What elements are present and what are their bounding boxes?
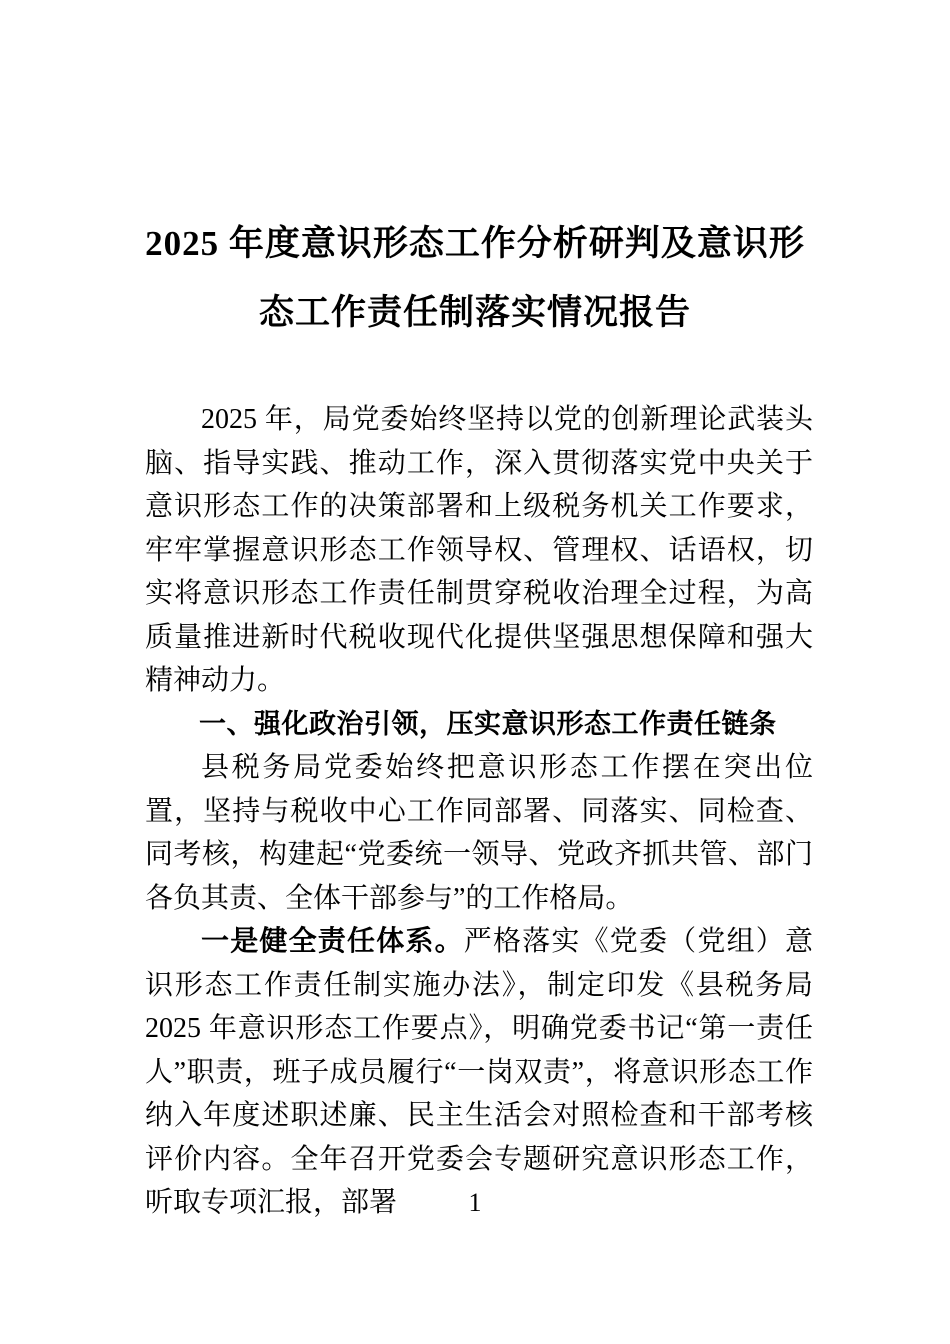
paragraph-2: 县税务局党委始终把意识形态工作摆在突出位置，坚持与税收中心工作同部署、同落实、同检查、同考核，构建起“党委统一领导、党政齐抓共管、部门各负其责、全体干部参与”的工作格局。	[145, 752, 813, 914]
paragraph-3-rest: 严格落实《党委（党组）意识形态工作责任制实施办法》，制定印发《县税务局 2025 年意识形态工作要点》，明确党委书记“第一责任人”职责，班子成员履行“一岗双责”，将意识形态工作纳入年度述职述廉、民主生活会对照检查和干部考核评价内容。全年召开党委会专题研究意识形态工作，听取专项汇报，部署	[145, 926, 813, 1218]
section-heading-1: 一、强化政治引领，压实意识形态工作责任链条	[199, 708, 777, 739]
intro-paragraph: 2025 年，局党委始终坚持以党的创新理论武装头脑、指导实践、推动工作，深入贯彻落实党中央关于意识形态工作的决策部署和上级税务机关工作要求，牢牢掌握意识形态工作领导权、管理权、话语权，切实将意识形态工作责任制贯穿税收治理全过程，为高质量推进新时代税收现代化提供坚强思想保障和强大精神动力。	[145, 404, 813, 696]
page-number: 1	[468, 1188, 482, 1217]
paragraph-3	[145, 920, 813, 1225]
document-body	[145, 398, 813, 1225]
document-title: 2025 年度意识形态工作分析研判及意识形态工作责任制落实情况报告	[145, 224, 805, 333]
paragraph-3-lead: 一是健全责任体系。	[201, 926, 464, 957]
